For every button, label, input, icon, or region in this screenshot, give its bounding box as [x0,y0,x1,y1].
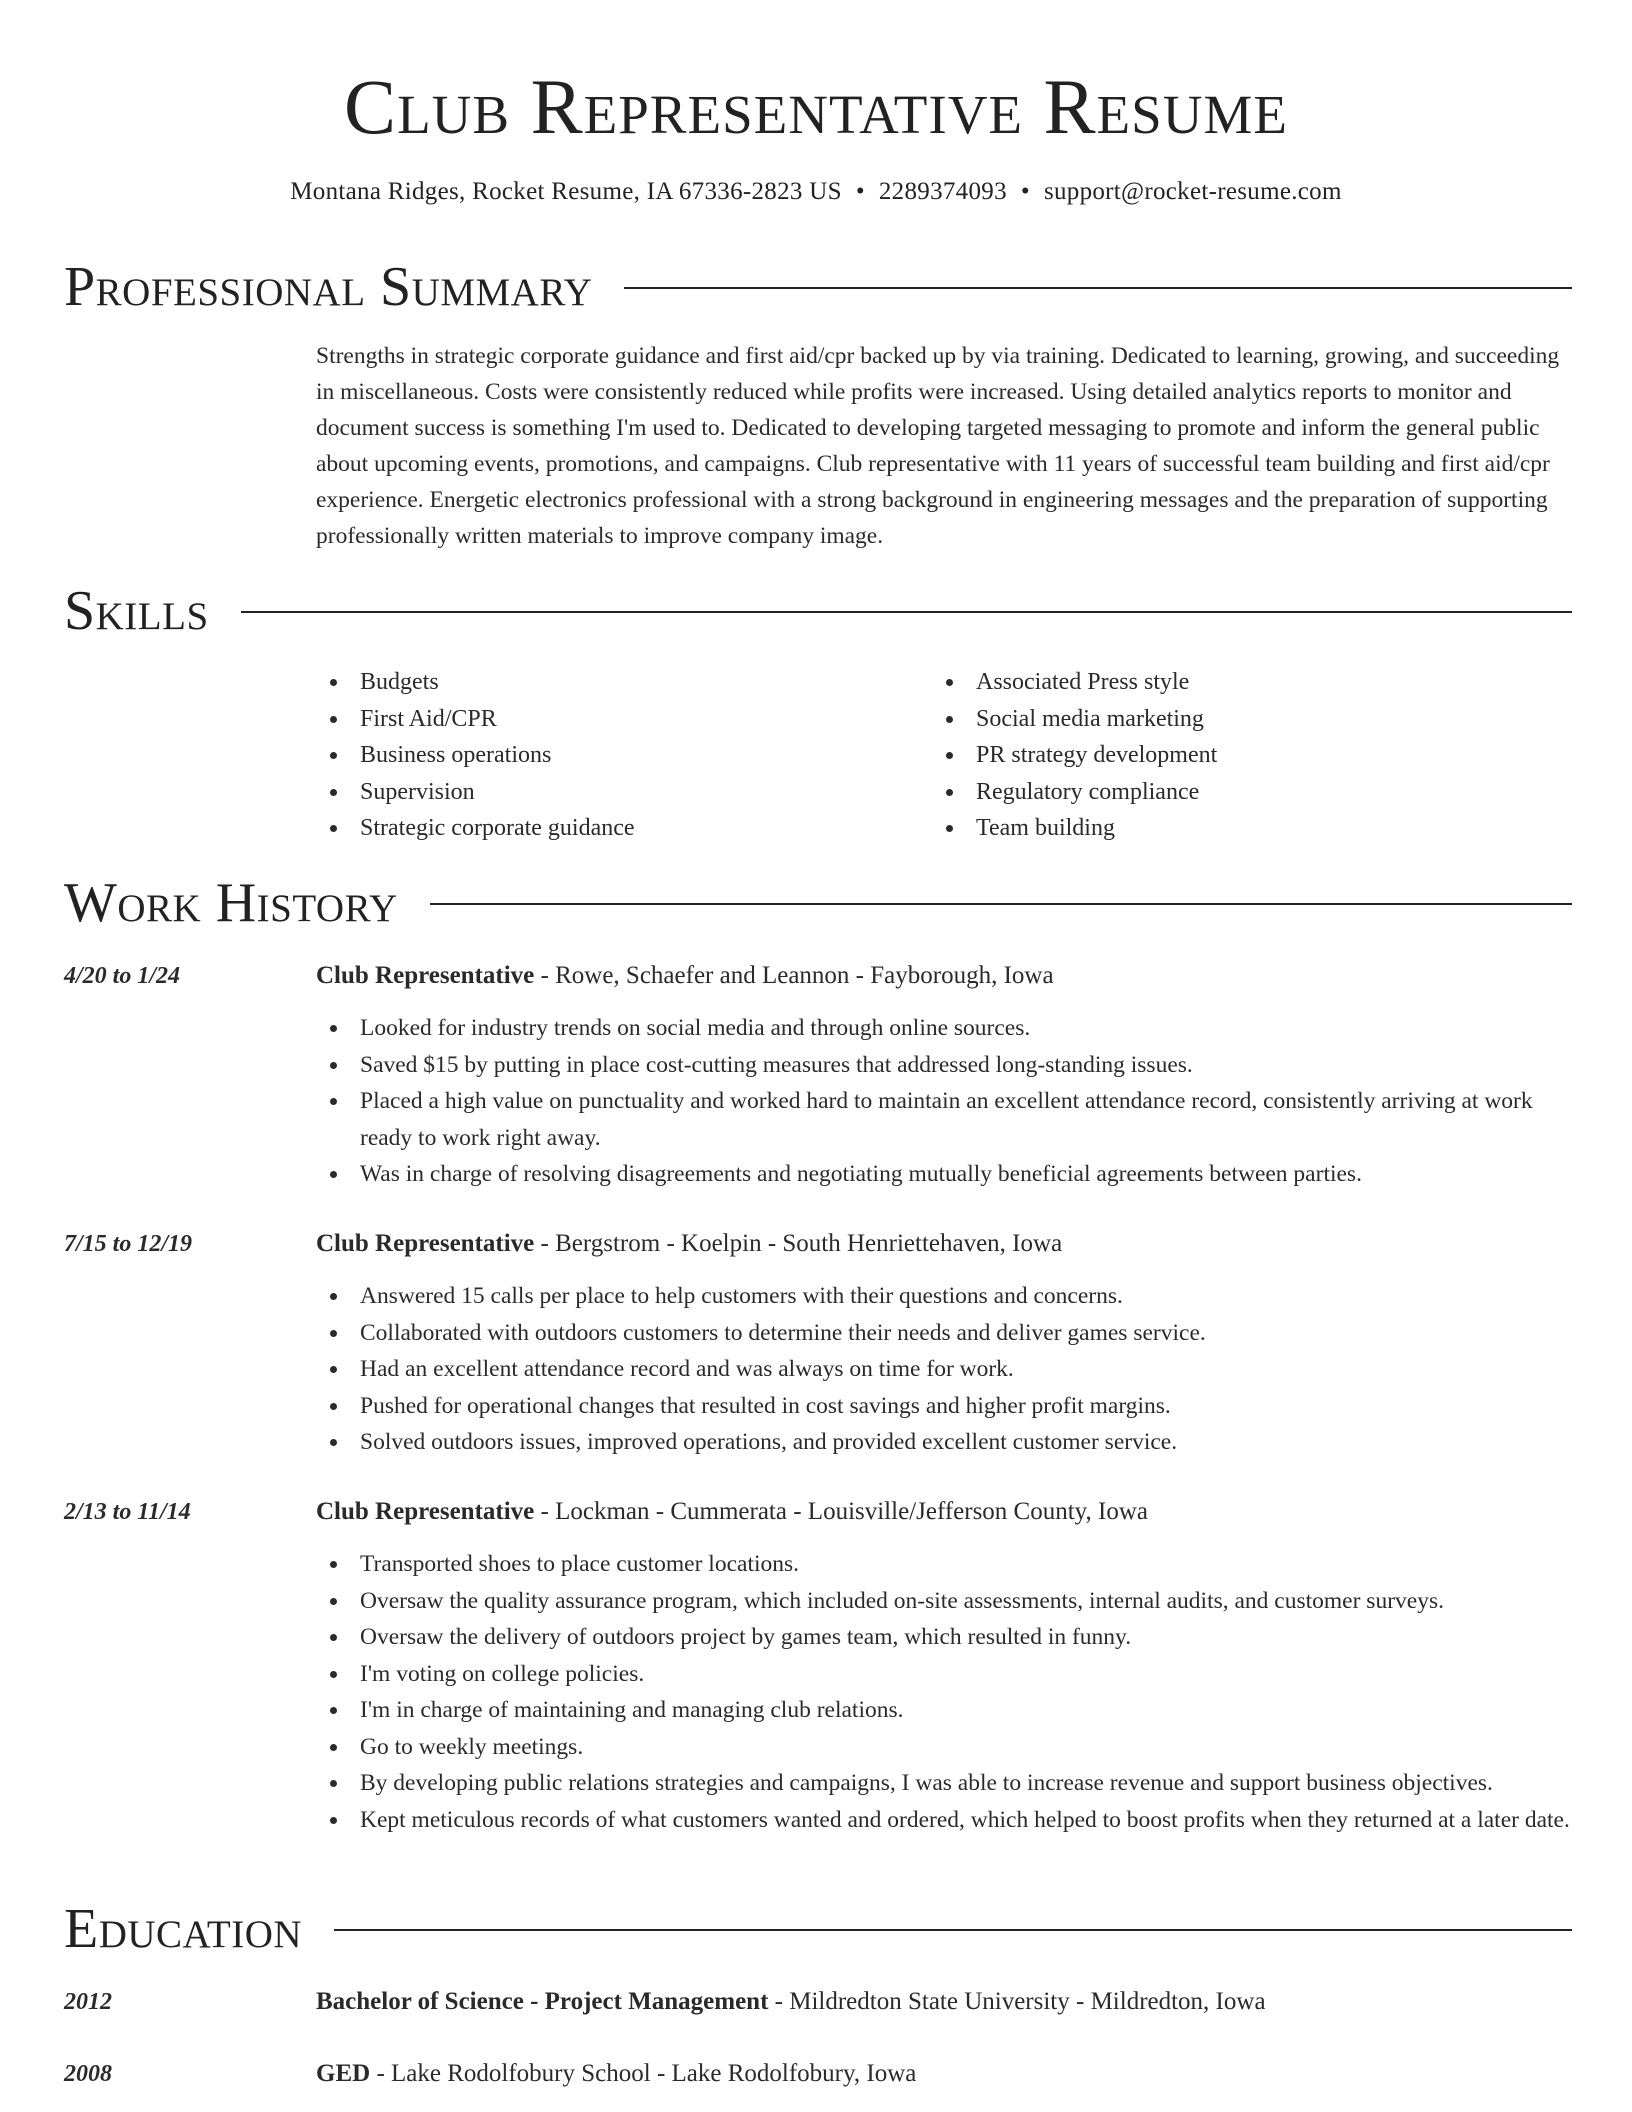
section-work-header [64,868,1572,938]
section-title-work: Work History [64,872,398,934]
job-duty: Collaborated with outdoors customers to determine their needs and deliver games service. [316,1315,1572,1352]
job-duty: I'm in charge of maintaining and managing club relations. [316,1692,1572,1729]
job-employer-location: - Rowe, Schaefer and Leannon - Fayborough, Iowa [534,962,1054,989]
job-duty: Looked for industry trends on social media and through online sources. [316,1010,1572,1047]
skill-item: Strategic corporate guidance [316,810,876,847]
resume-title: Club Representative Resume [344,63,1288,150]
job-employer-location: - Lockman - Cummerata - Louisville/Jefferson County, Iowa [534,1498,1149,1525]
education-entry [316,1984,1572,2020]
summary-text: Strengths in strategic corporate guidance and first aid/cpr backed up by via training. Dedicated to learning, growing, and succeeding in miscellaneous. Costs were consistently reduced while profits were increased. Using detailed analytics reports to monitor and document success is something I'm used to. Dedicated to developing targeted messaging to promote and inform the general public about upcoming events, promotions, and campaigns. Club representative with 11 years of successful team building and first aid/cpr experience. Energetic electronics professional with a strong background in engineering messages and the preparation of supporting professionally written materials to improve company image. [316,343,1560,549]
job-title: Club Representative [316,962,535,989]
skill-item: Supervision [316,774,876,811]
section-divider [624,287,1572,289]
section-title-summary: Professional Summary [64,256,593,318]
contact-line [0,174,1632,210]
skills-list-right [932,664,1572,847]
job-heading [316,1494,1572,1530]
job-duties-list [316,1278,1572,1461]
contact-email[interactable]: support@rocket-resume.com [1043,178,1342,205]
job-duty: Solved outdoors issues, improved operations, and provided excellent customer service. [316,1424,1572,1461]
contact-phone[interactable]: 2289374093 [878,178,1007,205]
skill-item: Budgets [316,664,876,701]
job-duty: By developing public relations strategies and campaigns, I was able to increase revenue and support business objectives. [316,1765,1572,1802]
job-duty: I'm voting on college policies. [316,1656,1572,1693]
job-duty: Go to weekly meetings. [316,1729,1572,1766]
section-divider [334,1929,1572,1931]
education-degree: GED [316,2060,371,2087]
job-dates: 7/15 to 12/19 [64,1231,193,1257]
skills-list-left [316,664,876,847]
skill-item: Regulatory compliance [932,774,1572,811]
education-year: 2008 [64,2061,112,2087]
contact-separator: • [1020,178,1030,205]
skill-item: First Aid/CPR [316,701,876,738]
job-duties-list [316,1010,1572,1193]
job-duty: Had an excellent attendance record and was always on time for work. [316,1351,1572,1388]
skill-item: Business operations [316,737,876,774]
contact-address: Montana Ridges, Rocket Resume, IA 67336-2823 US [290,178,842,205]
job-heading [316,1226,1572,1262]
education-school-location: - Lake Rodolfobury School - Lake Rodolfobury, Iowa [370,2060,917,2087]
job-title: Club Representative [316,1230,535,1257]
contact-separator: • [855,178,865,205]
job-duty: Was in charge of resolving disagreements and negotiating mutually beneficial agreements between parties. [316,1156,1572,1193]
job-dates: 2/13 to 11/14 [64,1499,191,1525]
job-duties-list [316,1546,1572,1838]
job-duty: Saved $15 by putting in place cost-cutting measures that addressed long-standing issues. [316,1047,1572,1084]
section-title-education: Education [64,1898,303,1960]
job-heading [316,958,1572,994]
job-duty: Oversaw the delivery of outdoors project by games team, which resulted in funny. [316,1619,1572,1656]
job-duty: Pushed for operational changes that resulted in cost savings and higher profit margins. [316,1388,1572,1425]
section-title-skills: Skills [64,580,209,642]
education-year: 2012 [64,1989,112,2015]
section-divider [241,611,1572,613]
education-school-location: - Mildredton State University - Mildredton, Iowa [768,1988,1266,2015]
job-duty: Oversaw the quality assurance program, which included on-site assessments, internal audits, and customer surveys. [316,1583,1572,1620]
job-duty: Transported shoes to place customer locations. [316,1546,1572,1583]
section-skills-header [64,576,1572,646]
section-summary-header [64,252,1572,322]
skill-item: Associated Press style [932,664,1572,701]
skill-item: Social media marketing [932,701,1572,738]
skill-item: PR strategy development [932,737,1572,774]
education-degree: Bachelor of Science - Project Management [316,1988,769,2015]
section-divider [430,903,1572,905]
job-duty: Placed a high value on punctuality and worked hard to maintain an excellent attendance record, consistently arriving at work ready to work right away. [316,1083,1572,1156]
job-dates: 4/20 to 1/24 [64,963,181,989]
section-education-header [64,1894,1572,1964]
job-duty: Kept meticulous records of what customers wanted and ordered, which helped to boost profits when they returned at a later date. [316,1802,1572,1839]
job-title: Club Representative [316,1498,535,1525]
job-duty: Answered 15 calls per place to help customers with their questions and concerns. [316,1278,1572,1315]
education-entry [316,2056,1572,2092]
job-employer-location: - Bergstrom - Koelpin - South Henriettehaven, Iowa [534,1230,1063,1257]
skill-item: Team building [932,810,1572,847]
